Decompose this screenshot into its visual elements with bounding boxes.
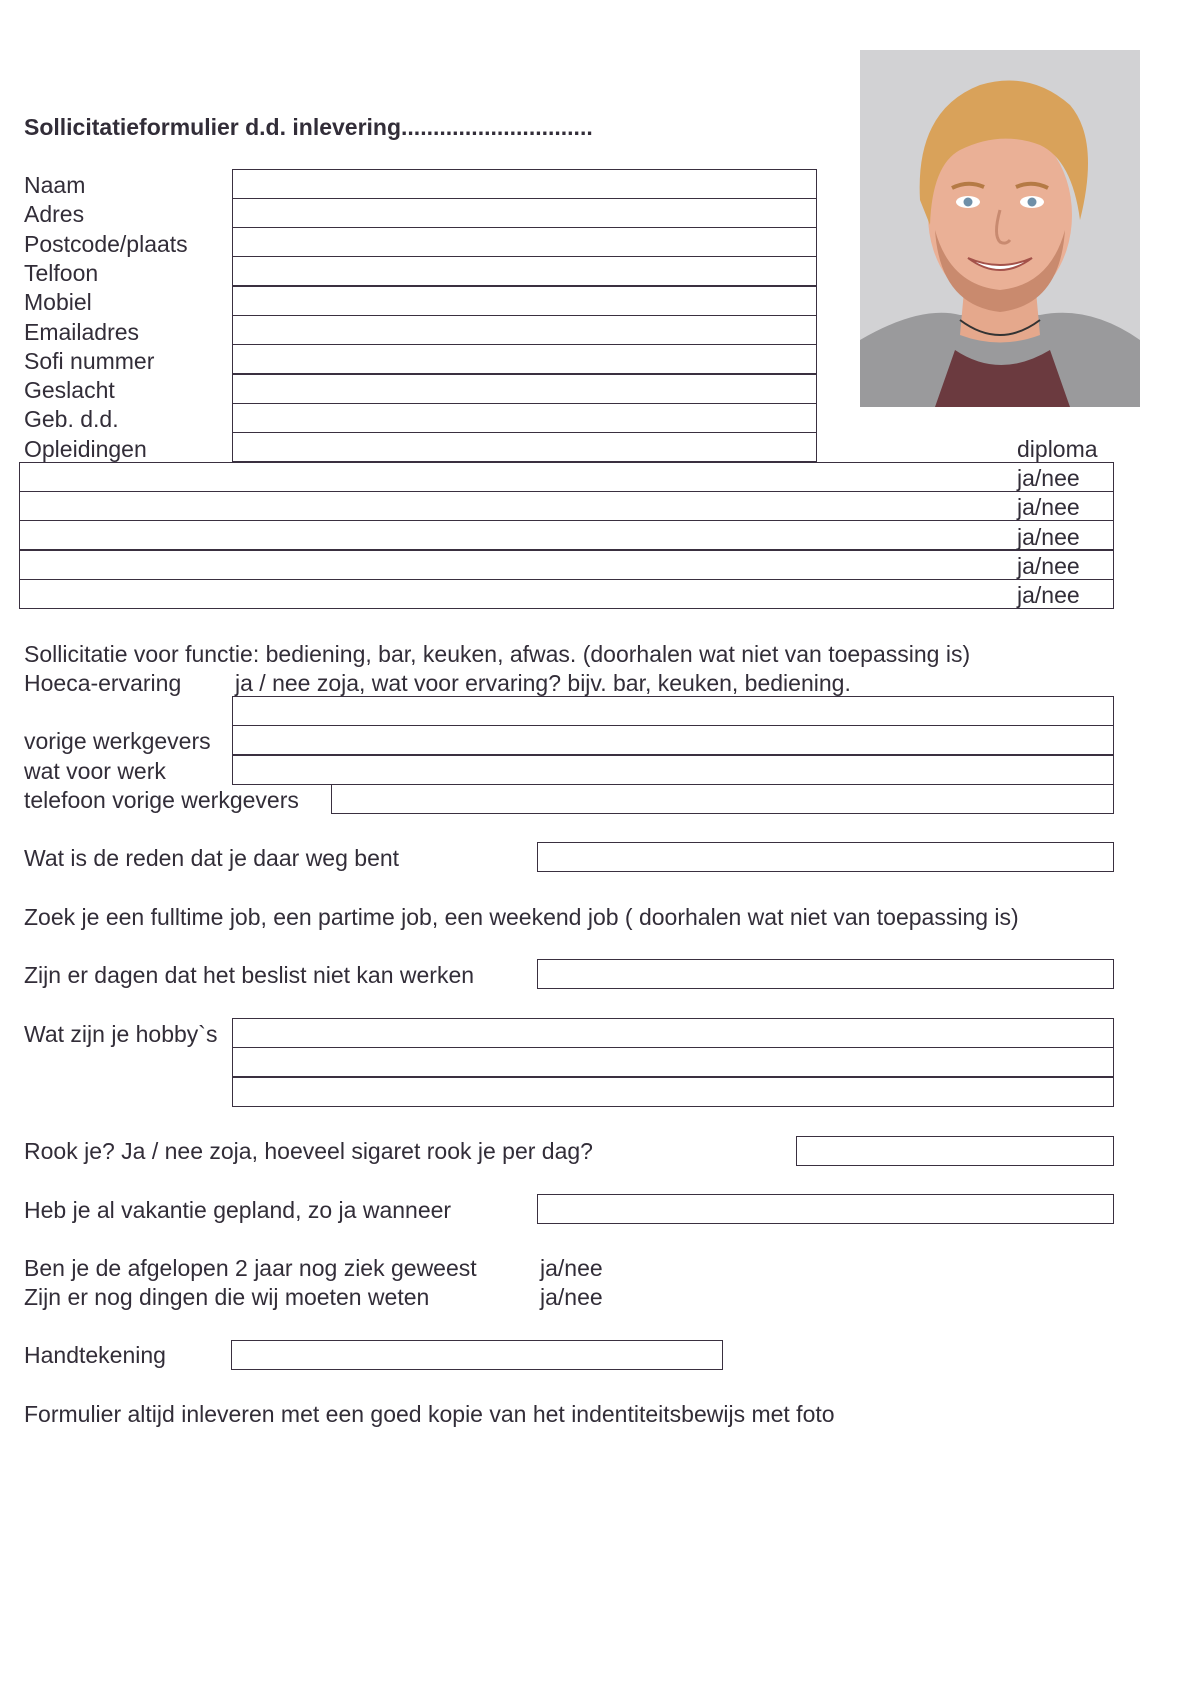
label-mobiel: Mobiel [24,289,92,315]
reason-leaving-field[interactable] [537,842,1114,872]
unavailable-days-label: Zijn er dagen dat het beslist niet kan werken [24,962,475,988]
sick-question: Ben je de afgelopen 2 jaar nog ziek geweest [24,1255,477,1281]
diploma-answer: ja/nee [1017,582,1080,608]
sofi-field[interactable] [232,344,817,374]
smoking-label: Rook je? Ja / nee zoja, hoeveel sigaret rook je per dag? [24,1138,593,1164]
what-work-label: wat voor werk [24,758,166,784]
form-title: Sollicitatieformulier d.d. inlevering.............................. [24,114,593,140]
naam-field[interactable] [232,169,817,199]
things-to-know-answer: ja/nee [540,1284,603,1310]
education-row-3[interactable] [19,520,1114,550]
label-sofi: Sofi nummer [24,348,155,374]
horeca-label: Hoeca-ervaring [24,670,182,696]
opleidingen-field[interactable] [232,432,817,462]
signature-label: Handtekening [24,1342,166,1368]
geslacht-field[interactable] [232,374,817,404]
label-email: Emailadres [24,319,140,345]
label-naam: Naam [24,172,86,198]
education-row-5[interactable] [19,579,1114,609]
education-row-4[interactable] [19,550,1114,580]
portrait-icon [860,50,1140,407]
sick-answer: ja/nee [540,1255,603,1281]
label-adres: Adres [24,201,85,227]
signature-field[interactable] [231,1340,723,1370]
footer-note: Formulier altijd inleveren met een goed kopie van het indentiteitsbewijs met foto [24,1401,835,1427]
horeca-options: ja / nee zoja, wat voor ervaring? bijv. bar, keuken, bediening. [235,670,851,696]
diploma-answer: ja/nee [1017,553,1080,579]
geboortedatum-field[interactable] [232,403,817,433]
postcode-field[interactable] [232,227,817,257]
vacation-field[interactable] [537,1194,1114,1224]
smoking-field[interactable] [796,1136,1114,1166]
employer-phone-label: telefoon vorige werkgevers [24,787,299,813]
vacation-label: Heb je al vakantie gepland, zo ja wanneer [24,1197,452,1223]
adres-field[interactable] [232,198,817,228]
email-field[interactable] [232,315,817,345]
function-line: Sollicitatie voor functie: bediening, bar, keuken, afwas. (doorhalen wat niet van toepassing is) [24,641,971,667]
horeca-experience-field[interactable] [232,696,1114,726]
education-row-1[interactable] [19,462,1114,492]
diploma-answer: ja/nee [1017,465,1080,491]
label-telefoon: Telfoon [24,260,99,286]
telefoon-field[interactable] [232,256,817,286]
education-row-2[interactable] [19,491,1114,521]
reason-leaving-label: Wat is de reden dat je daar weg bent [24,845,400,871]
applicant-photo [860,50,1140,407]
unavailable-days-field[interactable] [537,959,1114,989]
label-geboortedatum: Geb. d.d. [24,406,119,432]
mobiel-field[interactable] [232,286,817,316]
what-work-field[interactable] [232,755,1114,785]
job-type-line: Zoek je een fulltime job, een partime job, een weekend job ( doorhalen wat niet van toepassing is) [24,904,1019,930]
label-postcode: Postcode/plaats [24,231,188,257]
employer-phone-field[interactable] [331,784,1114,814]
hobbies-field-1[interactable] [232,1018,1114,1048]
hobbies-field-2[interactable] [232,1047,1114,1077]
hobbies-field-3[interactable] [232,1077,1114,1107]
label-opleidingen: Opleidingen [24,436,147,462]
things-to-know-question: Zijn er nog dingen die wij moeten weten [24,1284,430,1310]
label-geslacht: Geslacht [24,377,115,403]
previous-employers-label: vorige werkgevers [24,728,211,754]
hobbies-label: Wat zijn je hobby`s [24,1021,218,1047]
diploma-header: diploma [1017,436,1098,462]
previous-employers-field[interactable] [232,725,1114,755]
diploma-answer: ja/nee [1017,524,1080,550]
diploma-answer: ja/nee [1017,494,1080,520]
